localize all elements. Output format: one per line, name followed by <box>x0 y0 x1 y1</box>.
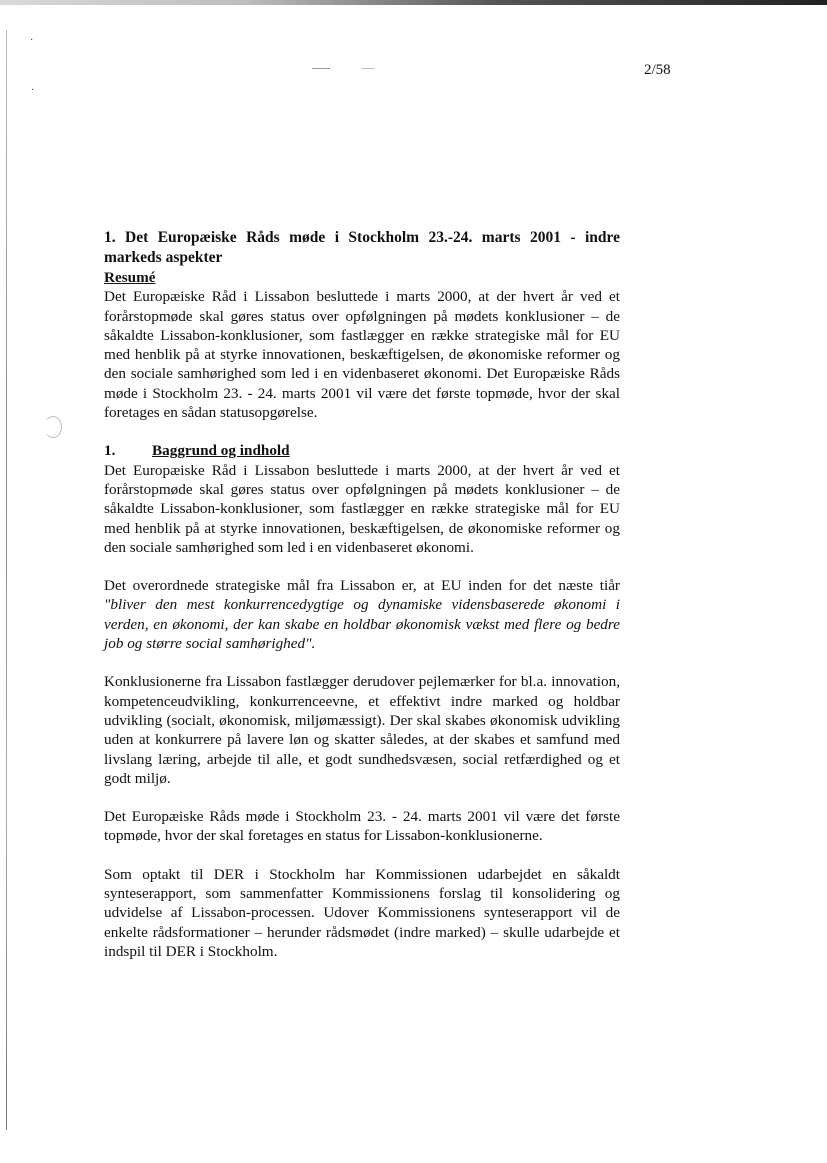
section-heading <box>104 441 620 460</box>
paragraph: Som optakt til DER i Stockholm har Kommissionen udarbejdet en såkaldt synteserapport, som sammenfatter Kommissionens forslag til konsolidering og udvidelse af Lissabon-processen. Udover Kommissionens synteserapport vil de enkelte rådsformationer – herunder rådsmødet (indre marked) – skulle udarbejde et indspil til DER i Stockholm. <box>104 865 620 960</box>
quote: "bliver den mest konkurrencedygtige og dynamiske vidensbaserede økonomi i verden, en økonomi, der kan skabe en holdbar økonomisk vækst med flere og bedre job og større social samhørighed". <box>104 596 620 653</box>
paragraph: Det Europæiske Råd i Lissabon besluttede i marts 2000, at der hvert år ved et forårstopmøde skal gøres status over opfølgningen på mødets konklusioner – de såkaldte Lissabon-konklusioner, som fastlægger en række strategiske mål for EU med henblik på at styrke innovationen, beskæftigelsen, de økonomiske reformer og den sociale samhørighed som led i en videnbaseret økonomi. <box>104 461 620 556</box>
document-body <box>104 228 620 961</box>
resume-heading: Resumé <box>104 269 156 286</box>
scan-edge-left <box>6 30 7 1130</box>
scan-speck: · <box>30 35 34 46</box>
paragraph: Det Europæiske Råds møde i Stockholm 23. - 24. marts 2001 vil være det første topmøde, hvor der skal foretages en status for Lissabon-konklusionerne. <box>104 808 620 845</box>
punch-hole-mark <box>44 416 62 438</box>
resume-text: Det Europæiske Råd i Lissabon besluttede i marts 2000, at der hvert år ved et forårstopmøde skal gøres status over opfølgningen på mødets konklusioner – de såkaldte Lissabon-konklusioner, som fastlægger en række strategiske mål for EU med henblik på at styrke innovationen, beskæftigelsen, de økonomiske reformer og den sociale samhørighed som led i en videnbaseret økonomi. Det Europæiske Råds møde i Stockholm 23. - 24. marts 2001 vil være det første topmøde, hvor der skal foretages en sådan statusopgørelse. <box>104 288 620 422</box>
scan-speck: · <box>31 85 35 96</box>
paragraph: Konklusionerne fra Lissabon fastlægger derudover pejlemærker for bl.a. innovation, kompetenceudvikling, konkurrenceevne, et effektivt indre marked og holdbar udvikling (socialt, økonomisk, miljømæssigt). Der skal skabes økonomisk udvikling uden at konkurrere på lavere løn og skatter således, at der skabes et samfund med livslang læring, arbejde til alle, et godt sundhedsvæsen, social retfærdighed og et godt miljø. <box>104 673 620 787</box>
scan-edge-top <box>0 0 827 5</box>
page-number: 2/58 <box>644 62 671 78</box>
section-number: 1. <box>104 442 116 460</box>
paragraph-intro: Det overordnede strategiske mål fra Lissabon er, at EU inden for det næste tiår <box>104 577 620 595</box>
paragraph-strategic-goal <box>104 576 620 653</box>
header-dash <box>312 68 330 69</box>
header-dash <box>362 68 374 69</box>
document-title: 1. Det Europæiske Råds møde i Stockholm 23.-24. marts 2001 - indre markeds aspekter <box>104 229 620 266</box>
section-title: Baggrund og indhold <box>152 442 290 460</box>
